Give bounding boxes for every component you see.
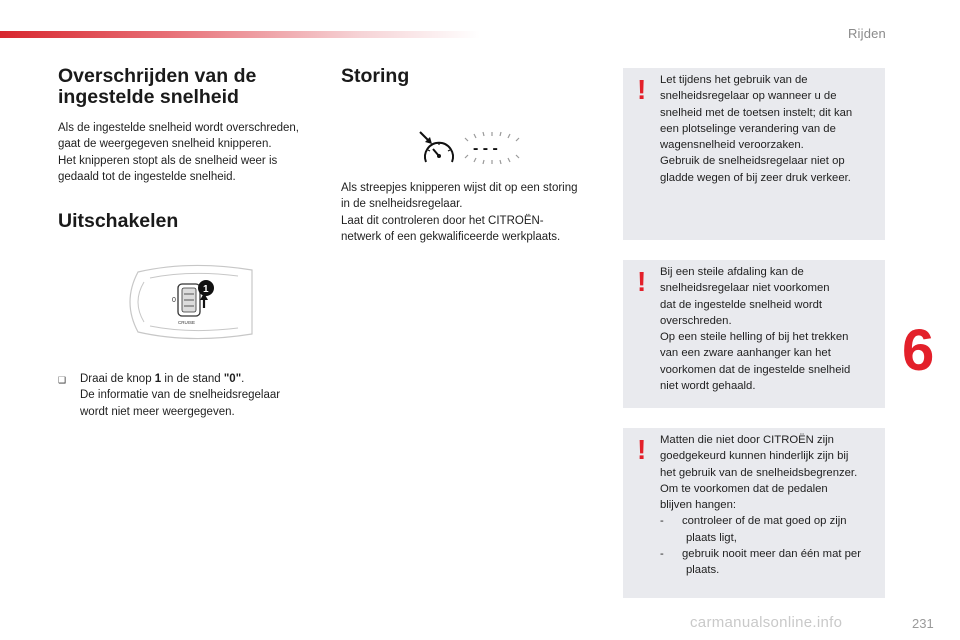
failure-line: netwerk of een gekwalificeerde werkplaats. [341,230,561,243]
bullet-dash: - [660,515,664,528]
switch-off-line2: De informatie van de snelheidsregelaar [80,389,281,402]
knob-zero-label: 0 [172,297,176,304]
knob-ref: 1 [154,373,162,385]
notice-box-adjust [623,68,885,240]
bullet-dash: - [660,548,664,561]
position-ref: "0" [223,373,242,385]
notice-text [660,432,882,579]
notice-line: blijven hangen: [660,499,737,512]
knob-cruise-label: CRUISE [178,320,196,325]
notice-line: gladde wegen of bij zeer druk verkeer. [660,171,851,184]
bullet-line: controleer of de mat goed op zijn [682,515,847,528]
notice-box-mats [623,428,885,598]
overspeed-title-line1: Overschrijden van de [58,65,257,87]
notice-text [660,72,882,186]
notice-line: niet wordt gehaald. [660,380,756,393]
notice-line: Om te voorkomen dat de pedalen [660,482,828,495]
switch-off-text: Draai de knop [80,373,155,385]
cruise-knob-illustration [120,262,260,342]
header-accent-bar [0,31,480,38]
notice-line: Gebruik de snelheidsregelaar niet op [660,155,845,168]
notice-text [660,264,882,394]
notice-line: overschreden. [660,314,732,327]
bullet-line: plaats ligt, [686,531,737,544]
failure-line: Laat dit controleren door het CITROËN- [341,214,544,227]
overspeed-line: gedaald tot de ingestelde snelheid. [58,170,236,183]
chapter-number: 6 [902,318,935,383]
notice-line: snelheid met de toetsen instelt; dit kan [660,106,853,119]
checkbox-bullet-icon: ❑ [58,375,67,385]
overspeed-text [58,120,323,185]
notice-line: snelheidsregelaar niet voorkomen [660,282,830,295]
section-label: Rijden [847,26,886,41]
bullet-line: plaats. [686,564,720,577]
notice-line: Op een steile helling of bij het trekken [660,331,849,344]
overspeed-line: gaat de weergegeven snelheid knipperen. [58,138,272,151]
notice-bullet [660,513,882,546]
notice-line: wagensnelheid veroorzaken. [660,139,804,152]
page-number: 231 [912,616,934,631]
speedometer-failure-illustration [414,128,530,168]
notice-line: Bij een steile afdaling kan de [660,266,804,278]
overspeed-line: Het knipperen stopt als de snelheid weer is [58,154,278,167]
notice-line: een plotselinge verandering van de [660,122,836,135]
switch-off-line3: wordt niet meer weergegeven. [80,405,235,418]
overspeed-title-line2: ingestelde snelheid [58,86,239,108]
overspeed-title [58,66,318,108]
warning-icon: ! [637,434,647,465]
notice-line: Let tijdens het gebruik van de [660,74,808,86]
warning-icon: ! [637,74,647,105]
knob-number-label: 1 [203,284,209,295]
notice-box-descent [623,260,885,408]
failure-text [341,180,606,245]
switch-off-line1 [80,371,280,387]
switch-off-title: Uitschakelen [58,210,179,232]
failure-title: Storing [341,65,410,87]
notice-bullet [660,546,882,579]
notice-line: dat de ingestelde snelheid wordt [660,298,823,311]
watermark: carmanualsonline.info [690,614,843,631]
notice-line: snelheidsregelaar op wanneer u de [660,90,837,103]
failure-line: in de snelheidsregelaar. [341,198,463,211]
switch-off-text: in de stand [161,373,224,385]
notice-line: goedgekeurd kunnen hinderlijk zijn bij [660,450,849,463]
switch-off-instruction [58,371,323,420]
failure-line: Als streepjes knipperen wijst dit op een storing [341,182,578,194]
notice-line: het gebruik van de snelheidsbegrenzer. [660,466,858,479]
overspeed-line: Als de ingestelde snelheid wordt overschreden, [58,122,300,134]
warning-icon: ! [637,266,647,297]
switch-off-text: . [241,373,245,385]
notice-line: van een zware aanhanger kan het [660,347,831,360]
notice-line: voorkomen dat de ingestelde snelheid [660,363,851,376]
failure-dashes: - - - [473,140,498,157]
bullet-line: gebruik nooit meer dan één mat per [682,548,861,561]
notice-line: Matten die niet door CITROËN zijn [660,434,834,446]
